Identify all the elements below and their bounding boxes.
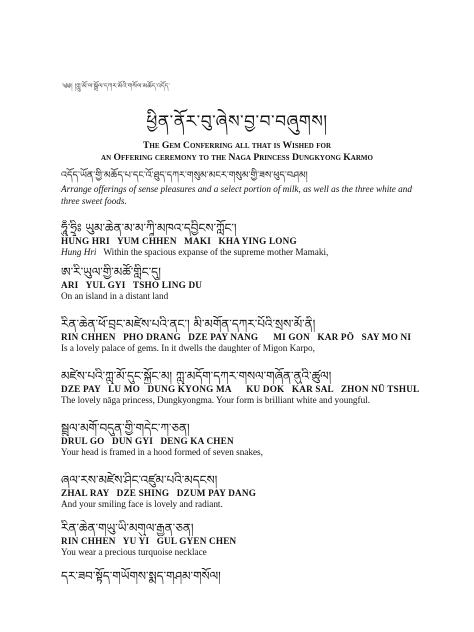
verse-tibetan: རིན་ཆེན་གཡུ་ཡི་མགུལ་རྒྱན་ཅན། <box>61 521 194 535</box>
verse-tibetan: ཨ་རི་ཡུལ་གྱི་མཚོ་གླིང་དུ། <box>61 265 161 279</box>
title-line-2: an Offering ceremony to the Naga Princess Dungkyong Karmo <box>101 152 373 163</box>
intro-tibetan: འདོད་ཡོན་གྱི་མཆོད་པ་དང་འོ་ཐུད་དཀར་གསུམ་མངར་གསུམ་གྱི་ཟས་ཕུད་བཤམ། <box>61 170 308 181</box>
verse-tibetan: ཞལ་རས་མཛེས་ཤིང་འཛུམ་པའི་མདངས། <box>61 473 218 487</box>
verse-tibetan: སྦྲུལ་མགོ་བདུན་གྱི་གདེང་ཀ་ཅན། <box>61 421 190 435</box>
verse-transliteration: ZHAL RAY DZE SHING DZUM PAY DANG <box>61 488 257 498</box>
verse-translation: And your smiling face is lovely and radiant. <box>61 499 223 509</box>
verse-3 <box>61 316 431 354</box>
verse-translation: Your head is framed in a hood formed of seven snakes, <box>61 447 263 457</box>
translation-prefix: Hung Hri <box>61 247 97 257</box>
verse-2 <box>61 264 431 302</box>
verse-6 <box>61 472 431 510</box>
verse-1 <box>61 220 431 258</box>
verse-translation: Is a lovely palace of gems. In it dwells the daughter of Migon Karpo, <box>61 343 315 353</box>
verse-translation: You wear a precious turquoise necklace <box>61 547 207 557</box>
verse-transliteration: ARI YUL GYI TSHO LING DU <box>61 280 203 290</box>
verse-transliteration: DRUL GO DUN GYI DENG KA CHEN <box>61 436 234 446</box>
tibetan-title: ཕྱིན་ནོར་བུ་ཞེས་བྱ་བ་བཞུགས། <box>146 112 328 132</box>
header-note: ༄༅། །ཀླུ་མོ་ལ་སྒྲོལ་དཀར་མོའི་གསོལ་མཆོད་འདོད་ <box>62 82 170 90</box>
verse-tibetan: དར་ཟབ་སྟོད་གཡོགས་སྨད་གཤམ་གསོལ། <box>61 569 221 583</box>
title-line-1: The Gem Conferring all that is Wished for <box>142 140 332 151</box>
english-title <box>0 140 474 164</box>
verse-4 <box>61 368 431 406</box>
verse-translation <box>61 247 431 258</box>
intro-instruction: Arrange offerings of sense pleasures and a select portion of milk, as well as the three white and three sweet foods. <box>61 184 412 206</box>
trailing-verse <box>61 568 431 584</box>
verse-transliteration: DZE PAY LU MO DUNG KYONG MA KU DOK KAR SAL ZHON NÜ TSHUL <box>61 384 420 394</box>
verse-translation: On an island in a distant land <box>61 291 169 301</box>
verse-tibetan: རིན་ཆེན་ཕོ་བྲང་མཛེས་པའི་ནང་། མི་མགོན་དཀར་པོའི་སྲས་མོ་ནི། <box>61 317 316 331</box>
verse-5 <box>61 420 431 458</box>
verse-transliteration: HUNG HRI YUM CHHEN MAKI KHA YING LONG <box>61 236 297 246</box>
verse-translation: The lovely nāga princess, Dungkyongma. Your form is brilliant white and youngful. <box>61 395 371 405</box>
translation-text: Within the spacious expanse of the supreme mother Mamaki, <box>103 247 329 257</box>
verse-7 <box>61 520 431 558</box>
verse-tibetan: མཛེས་པའི་ཀླུ་མོ་དུང་སྐྱོང་མ། ཀླུ་མདོག་དཀར་གསལ་གཞོན་ནུའི་ཚུལ། <box>61 369 332 383</box>
verse-transliteration: RIN CHHEN PHO DRANG DZE PAY NANG MI GON KAR PÖ SAY MO NI <box>61 332 412 342</box>
intro-section <box>61 168 431 207</box>
verse-tibetan: ཧཱུྃ་ཧྲཱིཿ ཡུམ་ཆེན་མ་མ་ཀཱི་མཁའ་དབྱིངས་ཀློང་། <box>61 221 237 235</box>
verse-transliteration: RIN CHHEN YU YI GUL GYEN CHEN <box>61 536 237 546</box>
